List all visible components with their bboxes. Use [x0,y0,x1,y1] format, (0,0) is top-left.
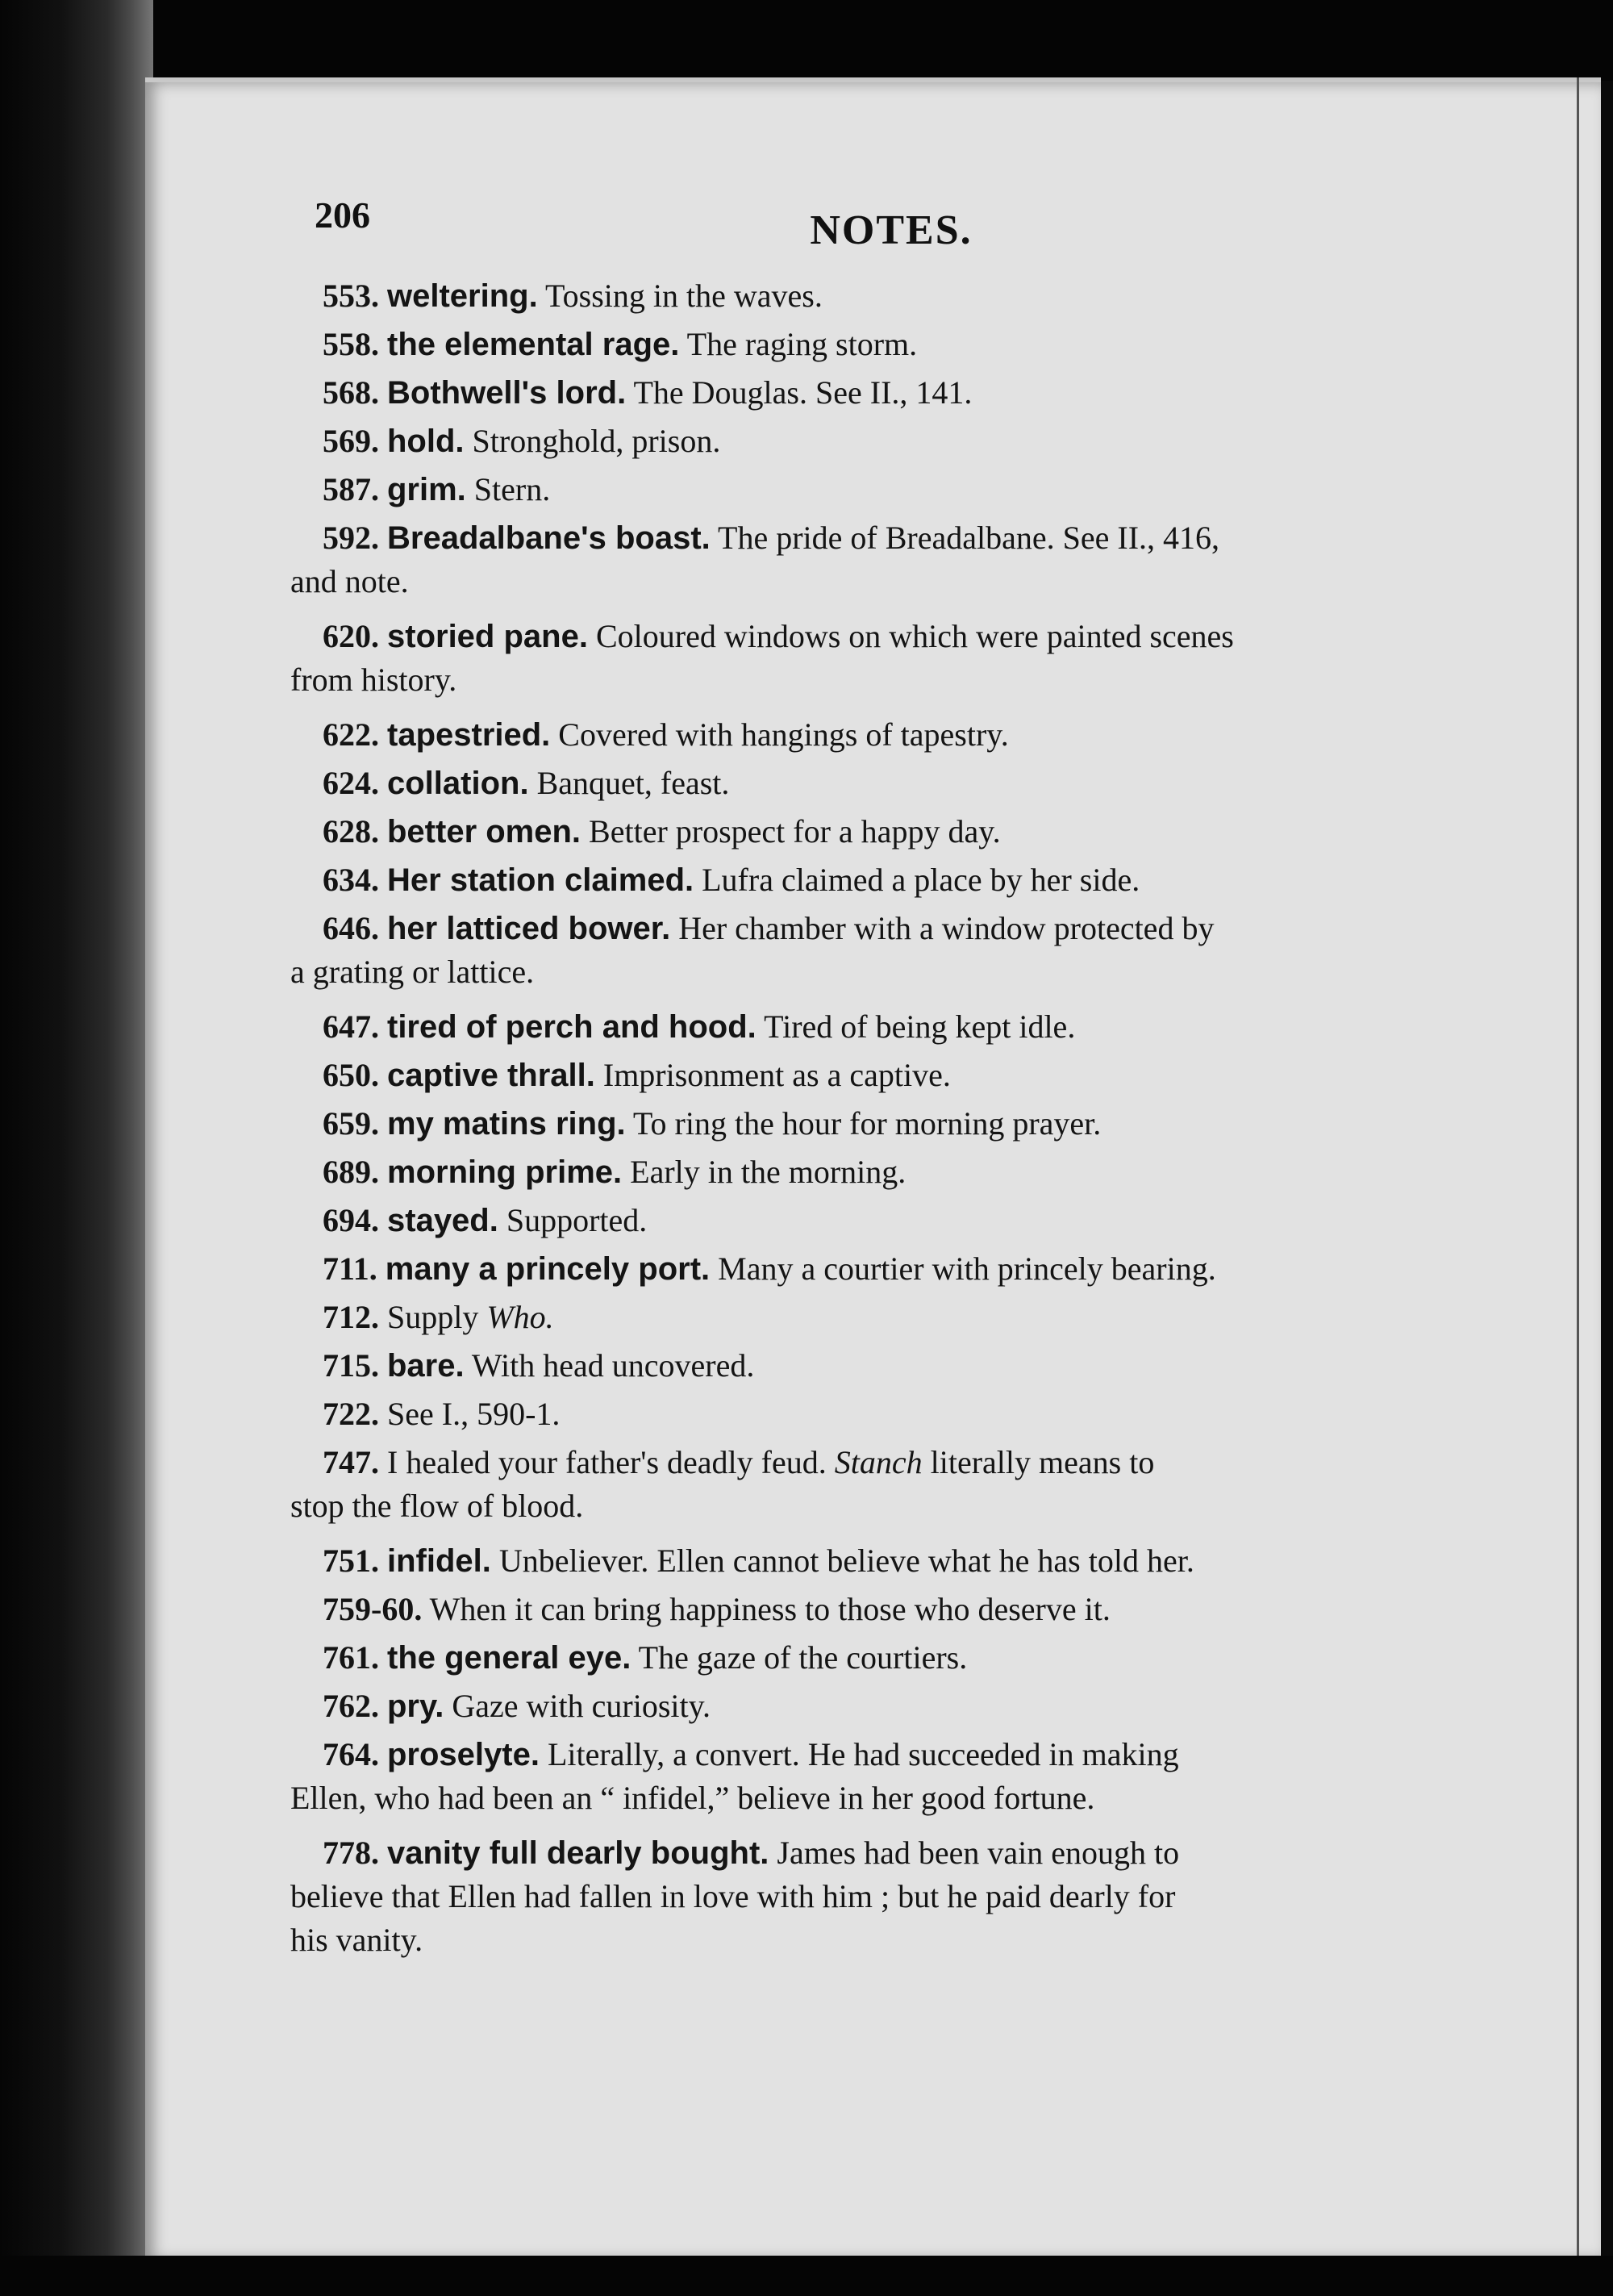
note-761: 761. the general eye. The gaze of the courtiers. [323,1639,968,1676]
note-715: 715. bare. With head uncovered. [323,1347,755,1384]
note-624: 624. collation. Banquet, feast. [323,765,730,801]
note-778: 778. vanity full dearly bought. James had been vain enough to believe that Ellen had fallen in love with him ; but he paid dearly for his vanity. [290,1835,1180,1958]
note-622: 622. tapestried. Covered with hangings of tapestry. [323,716,1009,753]
note-558: 558. the elemental rage. The raging storm. [323,326,918,362]
note-592: 592. Breadalbane's boast. The pride of Breadalbane. See II., 416, and note. [290,520,1220,599]
running-title: NOTES. [810,207,973,253]
note-712: 712. Supply Who. [323,1299,554,1335]
note-659: 659. my matins ring. To ring the hour for morning prayer. [323,1105,1102,1142]
page-number: 206 [315,194,370,236]
page-edge-rule [1577,77,1579,2256]
note-747: 747. I healed your father's deadly feud. Stanch literally means to stop the flow of blood. [290,1444,1155,1524]
note-647: 647. tired of perch and hood. Tired of being kept idle. [323,1008,1076,1045]
note-751: 751. infidel. Unbeliever. Ellen cannot believe what he has told her. [323,1542,1194,1579]
note-553: 553. weltering. Tossing in the waves. [323,278,823,314]
note-628: 628. better omen. Better prospect for a happy day. [323,813,1001,850]
page-header [315,186,1468,258]
note-569: 569. hold. Stronghold, prison. [323,423,721,459]
note-568: 568. Bothwell's lord. The Douglas. See II., 141. [323,374,973,411]
scan-border-bottom [0,2256,1613,2296]
note-762: 762. pry. Gaze with curiosity. [323,1688,711,1724]
note-689: 689. morning prime. Early in the morning. [323,1154,907,1190]
note-646: 646. her latticed bower. Her chamber with a window protected by a grating or lattice. [290,910,1215,990]
note-587: 587. grim. Stern. [323,471,551,507]
note-722: 722. See I., 590-1. [323,1396,561,1432]
scan-border-top [0,0,1613,81]
note-650: 650. captive thrall. Imprisonment as a captive. [323,1057,951,1093]
note-634: 634. Her station claimed. Lufra claimed a place by her side. [323,862,1140,898]
note-694: 694. stayed. Supported. [323,1202,648,1238]
note-620: 620. storied pane. Coloured windows on which were painted scenes from history. [290,618,1234,698]
notes-list [274,274,1428,1973]
note-711: 711. many a princely port. Many a courtier with princely bearing. [323,1250,1216,1287]
note-759-60: 759-60. When it can bring happiness to those who deserve it. [323,1591,1111,1627]
note-764: 764. proselyte. Literally, a convert. He had succeeded in making Ellen, who had been an “ infidel,” believe in her good fortune. [290,1736,1179,1816]
book-binding-shadow [0,0,153,2296]
